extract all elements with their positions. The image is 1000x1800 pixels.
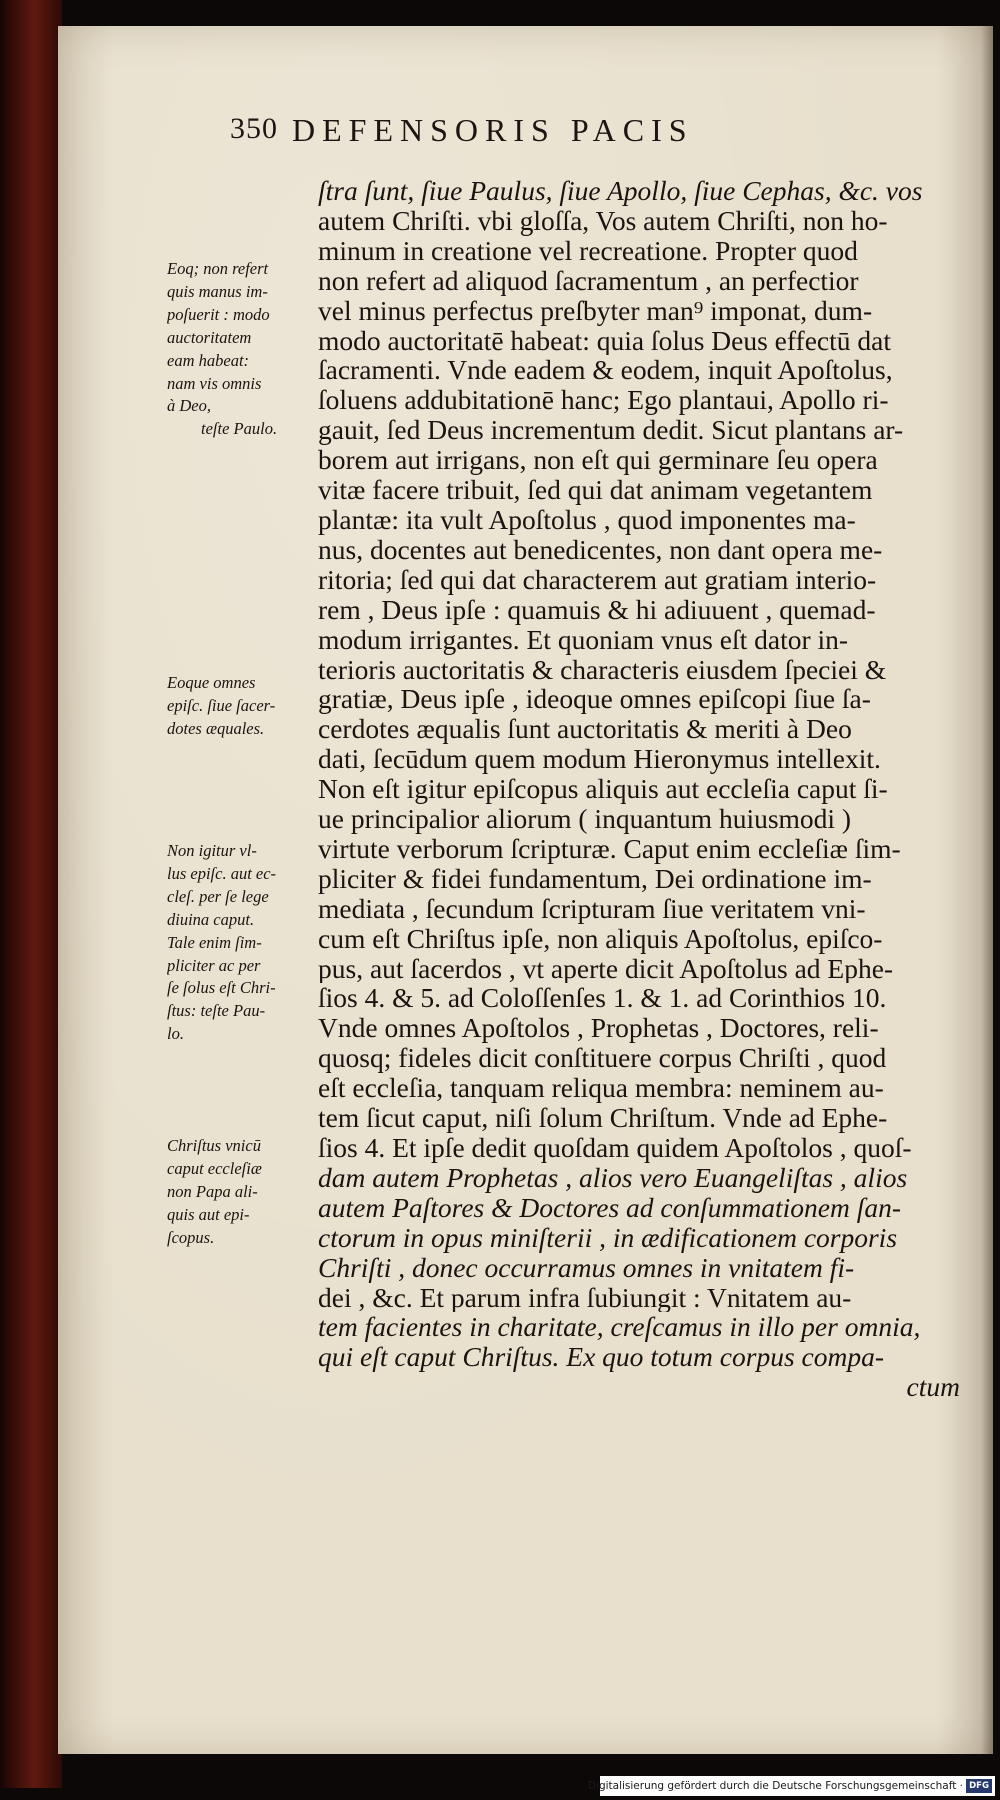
margin-note-line: pliciter ac per	[167, 955, 261, 975]
text-line: Non eſt igitur epiſcopus aliquis aut eccleſia caput ſi-	[318, 774, 888, 805]
text-line: ſios 4. & 5. ad Coloſſenſes 1. & 1. ad Corinthios 10.	[318, 983, 887, 1014]
text-line: tem facientes in charitate, creſcamus in illo per omnia,	[318, 1312, 921, 1343]
margin-note-line: lus epiſc. aut ec-	[167, 863, 277, 883]
margin-note-line: teſte Paulo.	[201, 419, 278, 439]
text-line: mediata , ſecundum ſcripturam ſiue veritatem vni-	[318, 893, 866, 924]
margin-note-line: Eoque omnes	[167, 673, 256, 692]
text-line: cum eſt Chriſtus ipſe, non aliquis Apoſtolus, epiſco-	[318, 923, 883, 954]
text-line: plantæ: ita vult Apoſtolus , quod imponentes ma-	[318, 504, 856, 535]
margin-note-line: ſe ſolus eſt Chri-	[167, 978, 276, 998]
text-line: modum irrigantes. Et quoniam vnus eſt dator in-	[318, 624, 849, 655]
text-line: dei , &c. Et parum infra ſubiungit : Vnitatem au-	[318, 1282, 852, 1313]
text-line: borem aut irrigans, non eſt qui germinare ſeu opera	[318, 445, 878, 476]
text-line: minum in creatione vel recreatione. Propter quod	[318, 235, 858, 266]
margin-note-line: Eoq; non refert	[167, 259, 269, 278]
text-line: pliciter & fidei fundamentum, Dei ordinatione im-	[318, 863, 872, 894]
margin-note	[167, 840, 317, 1046]
margin-note-line: cleſ. per ſe lege	[167, 886, 269, 906]
text-line: vel minus perfectus preſbyter man⁹ imponat, dum-	[318, 295, 873, 326]
text-line: terioris auctoritatis & characteris eiusdem ſpeciei &	[318, 654, 887, 685]
text-line: Chriſti , donec occurramus omnes in vnitatem fi-	[318, 1252, 855, 1283]
text-line: ſios 4. Et ipſe dedit quoſdam quidem Apoſtolos , quoſ-	[318, 1133, 912, 1163]
margin-note-line: lo.	[167, 1024, 184, 1044]
text-line: ſoluens addubitationē hanc; Ego plantaui, Apollo ri-	[318, 385, 889, 416]
margin-note-line: diuina caput.	[167, 909, 255, 929]
funding-credit-text: Digitalisierung gefördert durch die Deutsche Forschungsgemeinschaft ·	[587, 1780, 963, 1792]
margin-note-line: caput eccleſiæ	[167, 1158, 262, 1178]
text-line: pus, aut ſacerdos , vt aperte dicit Apoſtolus ad Ephe-	[318, 953, 894, 984]
text-line: quosq; fideles dicit conſtituere corpus Chriſti , quod	[318, 1043, 887, 1074]
margin-note-line: ſcopus.	[167, 1227, 215, 1247]
margin-note-line: Non igitur vl-	[167, 841, 257, 860]
margin-note-line: auctoritatem	[167, 327, 252, 347]
text-line: gratiæ, Deus ipſe , ideoque omnes epiſcopi ſiue ſa-	[318, 684, 871, 715]
text-line: Vnde omnes Apoſtolos , Prophetas , Doctores, reli-	[318, 1013, 879, 1044]
page-header	[230, 112, 930, 160]
text-line: qui eſt caput Chriſtus. Ex quo totum corpus compa-	[318, 1342, 884, 1373]
margin-note-line: quis aut epi-	[167, 1204, 250, 1224]
text-line: gauit, ſed Deus incrementum dedit. Sicut plantans ar-	[318, 415, 904, 446]
margin-note-line: quis manus im-	[167, 281, 268, 301]
text-line: virtute verborum ſcripturæ. Caput enim eccleſiæ ſim-	[318, 833, 901, 864]
main-text-column	[318, 176, 960, 1402]
text-line: ritoria; ſed qui dat characterem aut gratiam interio-	[318, 564, 877, 595]
margin-note-line: ſtus: teſte Pau-	[167, 1001, 266, 1021]
text-line: ſacramenti. Vnde eadem & eodem, inquit Apoſtolus,	[318, 355, 893, 386]
text-line: autem Paſtores & Doctores ad conſummationem ſan-	[318, 1192, 902, 1223]
text-line: dati, ſecūdum quem modum Hieronymus intellexit.	[318, 744, 881, 775]
book-cover-edge	[0, 0, 62, 1788]
text-line: modo auctoritatē habeat: quia ſolus Deus effectū dat	[318, 325, 891, 356]
text-line: vitæ facere tribuit, ſed qui dat animam vegetantem	[318, 475, 873, 505]
text-line: rem , Deus ipſe : quamuis & hi adiuuent , quemad-	[318, 594, 876, 625]
text-line: tem ſicut caput, niſi ſolum Chriſtum. Vnde ad Ephe-	[318, 1103, 888, 1133]
page-number: 350	[230, 112, 278, 145]
running-head: DEFENSORIS PACIS	[292, 112, 694, 148]
margin-note	[167, 258, 317, 441]
text-line: dam autem Prophetas , alios vero Euangeliſtas , alios	[318, 1162, 908, 1193]
text-line: non refert ad aliquod ſacramentum , an perfectior	[318, 265, 859, 296]
text-line: nus, docentes aut benedicentes, non dant opera me-	[318, 534, 883, 565]
margin-note-line: dotes æquales.	[167, 718, 265, 738]
margin-note-line: eam habeat:	[167, 350, 250, 370]
margin-note	[167, 1135, 317, 1250]
page-edge-shadow	[981, 26, 993, 1754]
text-line: ſtra ſunt, ſiue Paulus, ſiue Apollo, ſiue Cephas, &c. vos	[318, 176, 923, 206]
catchword: ctum	[906, 1372, 960, 1403]
text-line: eſt eccleſia, tanquam reliqua membra: neminem au-	[318, 1073, 884, 1104]
text-line: cerdotes æqualis ſunt auctoritatis & meriti à Deo	[318, 714, 852, 745]
text-line: autem Chriſti. vbi gloſſa, Vos autem Chriſti, non ho-	[318, 205, 888, 236]
text-line: ue principalior aliorum ( inquantum huiusmodi )	[318, 804, 852, 834]
margin-note-line: Tale enim ſim-	[167, 932, 262, 952]
margin-note-line: nam vis omnis	[167, 373, 262, 393]
digitization-credit	[587, 1776, 995, 1796]
margin-note	[167, 672, 317, 741]
dfg-logo: DFG	[966, 1779, 992, 1793]
margin-note-line: poſuerit : modo	[167, 304, 270, 324]
margin-note-line: epiſc. ſiue ſacer-	[167, 695, 276, 715]
text-line: ctorum in opus miniſterii , in ædificationem corporis	[318, 1222, 898, 1253]
margin-note-line: Chriſtus vnicū	[167, 1136, 261, 1155]
margin-note-line: non Papa ali-	[167, 1181, 258, 1201]
margin-note-line: à Deo,	[167, 396, 211, 416]
